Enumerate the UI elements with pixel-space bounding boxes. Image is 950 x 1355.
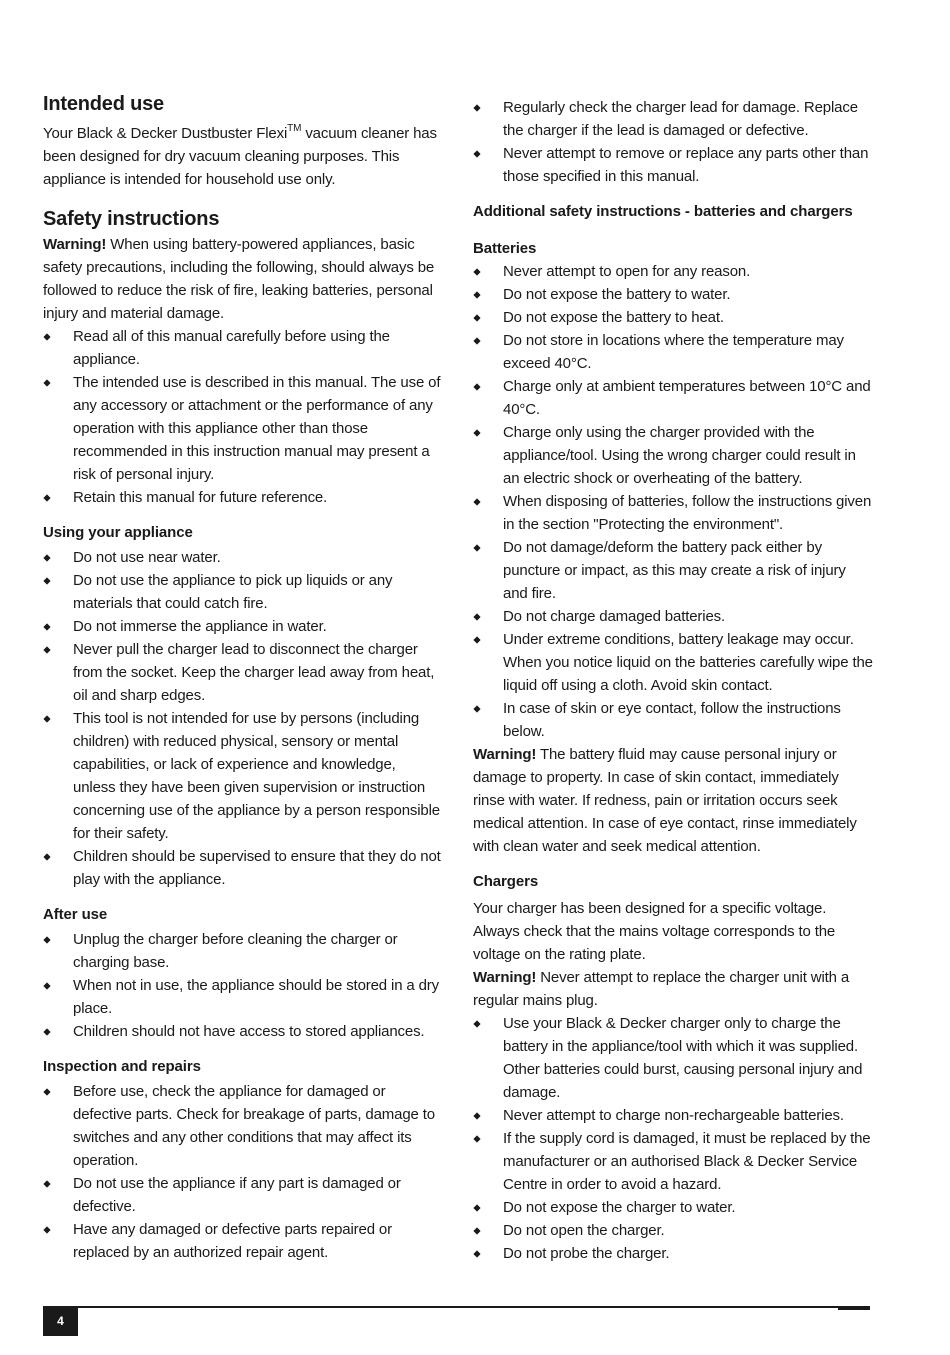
warning-text: The battery fluid may cause personal injury or damage to property. In case of skin contact, immediately rinse with water. If redness, pain or irritation occurs seek medical attention. In case of eye contact, rinse immediately with clean water and seek medical attention. [473, 746, 857, 855]
diamond-bullet-icon [473, 429, 480, 436]
list-item [43, 569, 441, 615]
list-item-text: Retain this manual for future reference. [73, 489, 328, 506]
intended-use-text [43, 122, 441, 191]
list-item-text: In case of skin or eye contact, follow the instructions below. [503, 700, 841, 740]
list-item [473, 283, 873, 306]
diamond-bullet-icon [473, 150, 480, 157]
list-item [473, 536, 873, 605]
chargers-list [473, 1012, 873, 1265]
list-item-text: Do not use near water. [73, 549, 221, 566]
list-item [43, 845, 441, 891]
diamond-bullet-icon [473, 337, 480, 344]
batteries-list [473, 260, 873, 743]
footer-rule [43, 1306, 870, 1308]
chargers-intro: Your charger has been designed for a specific voltage. Always check that the mains voltage corresponds to the voltage on the rating plate. [473, 900, 836, 963]
diamond-bullet-icon [473, 1020, 480, 1027]
diamond-bullet-icon [43, 494, 50, 501]
list-item [473, 329, 873, 375]
chargers-heading: Chargers [473, 873, 539, 890]
list-item [473, 1242, 873, 1265]
list-item-text: Never attempt to open for any reason. [503, 263, 751, 280]
diamond-bullet-icon [43, 1226, 50, 1233]
diamond-bullet-icon [473, 383, 480, 390]
diamond-bullet-icon [473, 1227, 480, 1234]
list-item [473, 1127, 873, 1196]
list-item-text: Children should not have access to stored appliances. [73, 1023, 425, 1040]
using-appliance-heading: Using your appliance [43, 524, 193, 541]
list-item-text: When disposing of batteries, follow the instructions given in the section "Protecting the environment". [503, 493, 872, 533]
list-item-text: Do not expose the battery to heat. [503, 309, 724, 326]
list-item [473, 96, 873, 142]
inspection-heading: Inspection and repairs [43, 1058, 201, 1075]
list-item [43, 615, 441, 638]
safety-list [43, 325, 441, 509]
list-item-text: Do not expose the charger to water. [503, 1199, 736, 1216]
diamond-bullet-icon [43, 982, 50, 989]
list-item-text: Before use, check the appliance for damaged or defective parts. Check for breakage of parts, damage to switches and any other conditions that may affect its operation. [73, 1083, 435, 1169]
after-use-list [43, 928, 441, 1043]
list-item-text: Do not store in locations where the temperature may exceed 40°C. [503, 332, 844, 372]
batteries-heading: Batteries [473, 240, 537, 257]
diamond-bullet-icon [43, 1088, 50, 1095]
list-item [473, 306, 873, 329]
list-item-text: Do not open the charger. [503, 1222, 665, 1239]
diamond-bullet-icon [43, 333, 50, 340]
warning-label: Warning! [473, 969, 537, 986]
footer-rule-end [838, 1307, 870, 1310]
list-item [43, 1080, 441, 1172]
list-item-text: Do not expose the battery to water. [503, 286, 731, 303]
list-item [473, 697, 873, 743]
list-item-text: Do not probe the charger. [503, 1245, 670, 1262]
diamond-bullet-icon [43, 853, 50, 860]
list-item-text: When not in use, the appliance should be stored in a dry place. [73, 977, 440, 1017]
list-item [43, 707, 441, 845]
diamond-bullet-icon [43, 379, 50, 386]
page-number: 4 [43, 1306, 78, 1336]
list-item [43, 546, 441, 569]
diamond-bullet-icon [473, 498, 480, 505]
right-column [473, 96, 873, 1265]
list-item-text: Never attempt to remove or replace any parts other than those specified in this manual. [503, 145, 869, 185]
list-item [43, 1020, 441, 1043]
list-item-text: Read all of this manual carefully before using the appliance. [73, 328, 390, 368]
diamond-bullet-icon [43, 936, 50, 943]
diamond-bullet-icon [43, 646, 50, 653]
list-item [473, 260, 873, 283]
list-item-text: Do not immerse the appliance in water. [73, 618, 327, 635]
inspection-list [43, 1080, 441, 1264]
chargers-warning [473, 966, 873, 1012]
left-column [43, 92, 441, 1264]
list-item-text: Do not charge damaged batteries. [503, 608, 726, 625]
intended-use-text-part1: Your Black & Decker Dustbuster Flexi [43, 125, 288, 142]
using-appliance-list [43, 546, 441, 891]
diamond-bullet-icon [473, 268, 480, 275]
diamond-bullet-icon [43, 554, 50, 561]
list-item-text: Have any damaged or defective parts repaired or replaced by an authorized repair agent. [73, 1221, 392, 1261]
intended-use-heading: Intended use [43, 93, 164, 115]
list-item [473, 605, 873, 628]
list-item [43, 371, 441, 486]
list-item [43, 325, 441, 371]
list-item-text: This tool is not intended for use by persons (including children) with reduced physical, sensory or mental capabilities, or lack of experience and knowledge, unless they have been given supervision or instruction concerning use of the appliance by a person responsible for their safety. [73, 710, 440, 842]
list-item-text: Do not use the appliance to pick up liquids or any materials that could catch fire. [73, 572, 393, 612]
diamond-bullet-icon [473, 291, 480, 298]
list-item-text: Charge only at ambient temperatures between 10°C and 40°C. [503, 378, 871, 418]
list-item-text: Unplug the charger before cleaning the charger or charging base. [73, 931, 398, 971]
warning-text: When using battery-powered appliances, basic safety precautions, including the following, should always be followed to reduce the risk of fire, leaking batteries, personal injury and material damage. [43, 236, 435, 322]
list-item [473, 1012, 873, 1104]
intended-use-text-part2: vacuum cleaner has been designed for dry vacuum cleaning purposes. This appliance is intended for household use only. [43, 125, 437, 188]
list-item [473, 421, 873, 490]
diamond-bullet-icon [473, 636, 480, 643]
list-item-text: Never attempt to charge non-rechargeable batteries. [503, 1107, 844, 1124]
list-item [43, 638, 441, 707]
warning-label: Warning! [43, 236, 107, 253]
list-item [43, 928, 441, 974]
after-use-heading: After use [43, 906, 108, 923]
list-item [473, 628, 873, 697]
list-item [43, 974, 441, 1020]
list-item [43, 486, 441, 509]
diamond-bullet-icon [43, 577, 50, 584]
safety-heading: Safety instructions [43, 208, 220, 230]
list-item-text: The intended use is described in this manual. The use of any accessory or attachment or the performance of any operation with this appliance other than those recommended in this instruction manual may present a risk of personal injury. [73, 374, 441, 483]
diamond-bullet-icon [473, 1204, 480, 1211]
diamond-bullet-icon [43, 623, 50, 630]
batteries-warning [473, 743, 873, 858]
warning-text: Never attempt to replace the charger unit with a regular mains plug. [473, 969, 850, 1009]
list-item [43, 1172, 441, 1218]
diamond-bullet-icon [473, 613, 480, 620]
list-item [473, 490, 873, 536]
safety-warning [43, 233, 441, 325]
diamond-bullet-icon [473, 1250, 480, 1257]
list-item [473, 1196, 873, 1219]
list-item [473, 1104, 873, 1127]
diamond-bullet-icon [473, 705, 480, 712]
list-item-text: Do not damage/deform the battery pack either by puncture or impact, as this may create a risk of injury and fire. [503, 539, 846, 602]
diamond-bullet-icon [473, 104, 480, 111]
diamond-bullet-icon [43, 1180, 50, 1187]
diamond-bullet-icon [43, 1028, 50, 1035]
diamond-bullet-icon [43, 715, 50, 722]
diamond-bullet-icon [473, 1135, 480, 1142]
trademark-mark: TM [287, 123, 302, 134]
list-item-text: Do not use the appliance if any part is damaged or defective. [73, 1175, 401, 1215]
list-item-text: If the supply cord is damaged, it must be replaced by the manufacturer or an authorised Black & Decker Service Centre in order to avoid a hazard. [503, 1130, 871, 1193]
list-item-text: Regularly check the charger lead for damage. Replace the charger if the lead is damaged or defective. [503, 99, 858, 139]
list-item-text: Children should be supervised to ensure that they do not play with the appliance. [73, 848, 441, 888]
list-item [473, 1219, 873, 1242]
list-item [43, 1218, 441, 1264]
list-item-text: Use your Black & Decker charger only to charge the battery in the appliance/tool with which it was supplied. Other batteries could burst, causing personal injury and damage. [503, 1015, 863, 1101]
list-item [473, 375, 873, 421]
warning-label: Warning! [473, 746, 537, 763]
diamond-bullet-icon [473, 544, 480, 551]
list-item [473, 142, 873, 188]
list-item-text: Never pull the charger lead to disconnect the charger from the socket. Keep the charger lead away from heat, oil and sharp edges. [73, 641, 435, 704]
list-item-text: Under extreme conditions, battery leakage may occur. When you notice liquid on the batteries carefully wipe the liquid off using a cloth. Avoid skin contact. [503, 631, 873, 694]
additional-safety-heading: Additional safety instructions - batteries and chargers [473, 203, 853, 220]
diamond-bullet-icon [473, 1112, 480, 1119]
list-item-text: Charge only using the charger provided with the appliance/tool. Using the wrong charger could result in an electric shock or overheating of the battery. [503, 424, 856, 487]
diamond-bullet-icon [473, 314, 480, 321]
right-top-list [473, 96, 873, 188]
